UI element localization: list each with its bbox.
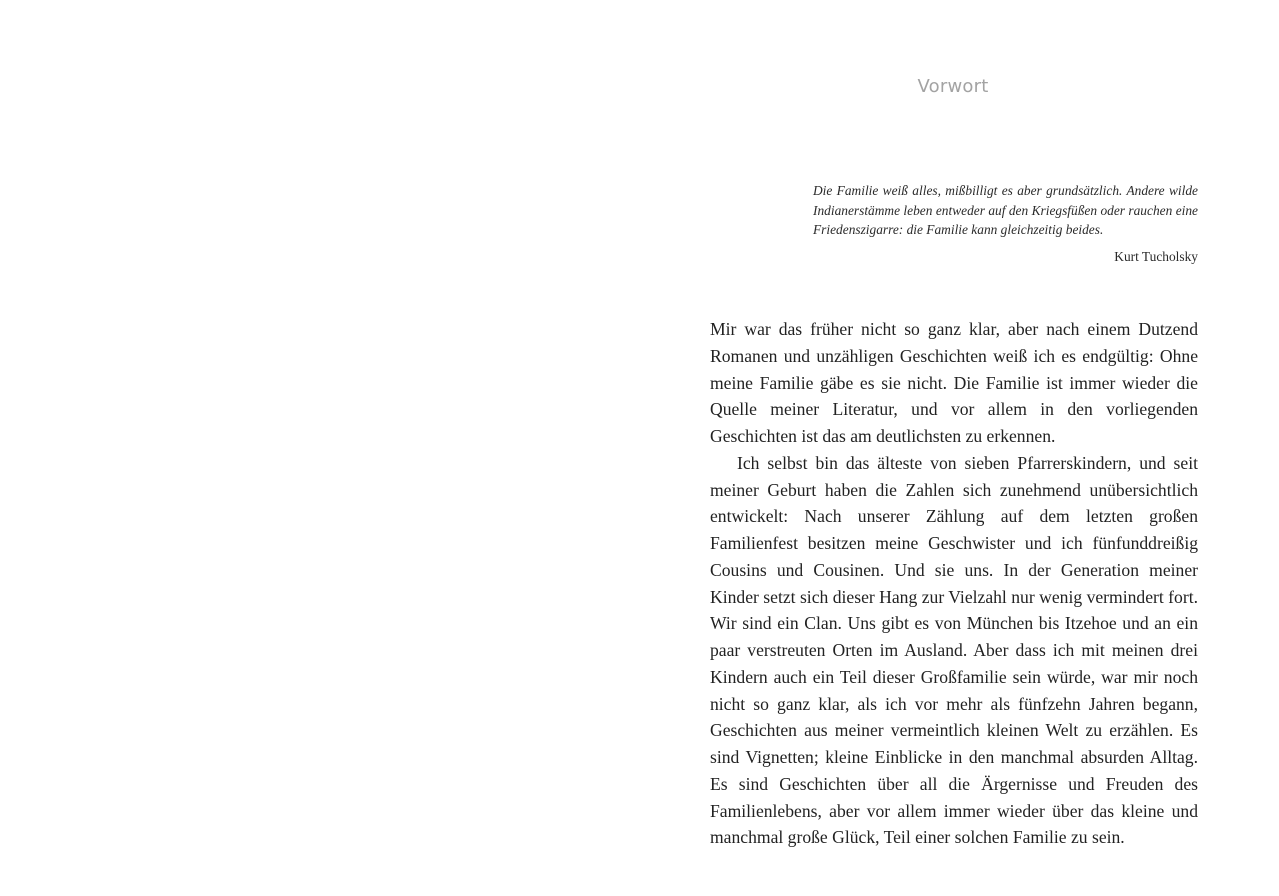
epigraph-author: Kurt Tucholsky (1114, 248, 1198, 264)
epigraph (813, 181, 1198, 266)
chapter-title: Vorwort (917, 76, 989, 97)
epigraph-quote: Die Familie weiß alles, mißbilligt es aber grundsätzlich. Andere wilde Indianerstämme leben entweder auf den Kriegsfüßen oder rauchen eine Friedenszigarre: die Familie kann gleichzeitig beides. (813, 183, 1198, 237)
paragraph-2: Ich selbst bin das älteste von sieben Pfarrerskindern, und seit meiner Geburt haben die Zahlen sich zunehmend unübersichtlich entwickelt: Nach unserer Zählung auf dem letzten großen Familienfest besitzen meine Geschwister und ich fünfunddreißig Cousins und Cousinen. Und sie uns. In der Generation meiner Kinder setzt sich dieser Hang zur Vielzahl nur wenig vermindert fort. Wir sind ein Clan. Uns gibt es von München bis Itzehoe und an ein paar verstreuten Orten im Ausland. Aber dass ich mit meinen drei Kindern auch ein Teil dieser Großfamilie sein würde, war mir noch nicht so ganz klar, als ich vor mehr als fünfzehn Jahren begann, Geschichten aus meiner vermeintlich kleinen Welt zu erzählen. Es sind Vignetten; kleine Einblicke in den manchmal absurden Alltag. Es sind Geschichten über all die Ärgernisse und Freuden des Familienlebens, aber vor allem immer wieder über das kleine und manchmal große Glück, Teil einer solchen Familie zu sein. (710, 452, 1198, 848)
preface-body (710, 316, 1198, 851)
paragraph-1: Mir war das früher nicht so ganz klar, aber nach einem Dutzend Romanen und unzähligen Geschichten weiß ich es endgültig: Ohne meine Familie gäbe es sie nicht. Die Familie ist immer wieder die Quelle meiner Literatur, und vor allem in den vorliegenden Geschichten ist das am deutlichsten zu erkennen. (710, 319, 1198, 446)
